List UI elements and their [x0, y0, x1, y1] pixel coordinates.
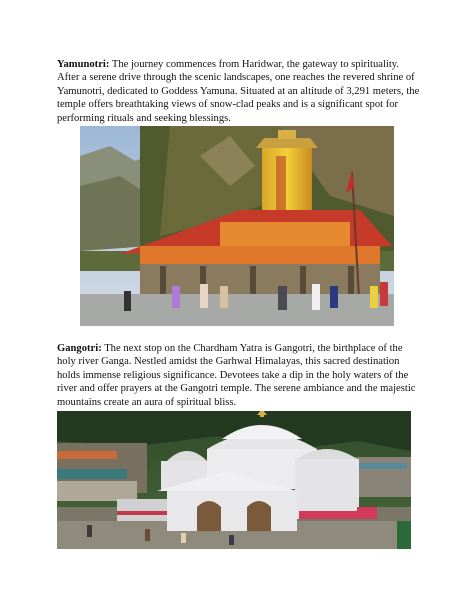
- yamunotri-heading: Yamunotri:: [57, 59, 110, 70]
- gangotri-heading: Gangotri:: [57, 343, 102, 354]
- gangotri-temple-photo: [57, 411, 411, 549]
- yamunotri-temple-photo: [80, 126, 394, 326]
- yamunotri-paragraph: [57, 58, 422, 125]
- gangotri-body: The next stop on the Chardham Yatra is Gangotri, the birthplace of the holy river Ganga. Nestled amidst the Garhwal Himalayas, this sacred destination holds immense religious significance. Devotees take a dip in the holy waters of the river and offer prayers at the Gangotri temple. The serene ambiance and the majestic mountains create an aura of spiritual bliss.: [57, 343, 416, 408]
- yamunotri-body: The journey commences from Haridwar, the gateway to spirituality. After a serene drive through the scenic landscapes, one reaches the revered shrine of Yamunotri, dedicated to Goddess Yamuna. Situated at an altitude of 3,291 meters, the temple offers breathtaking views of snow-clad peaks and is a significant spot for performing rituals and seeking blessings.: [57, 59, 420, 124]
- gangotri-paragraph: [57, 342, 422, 409]
